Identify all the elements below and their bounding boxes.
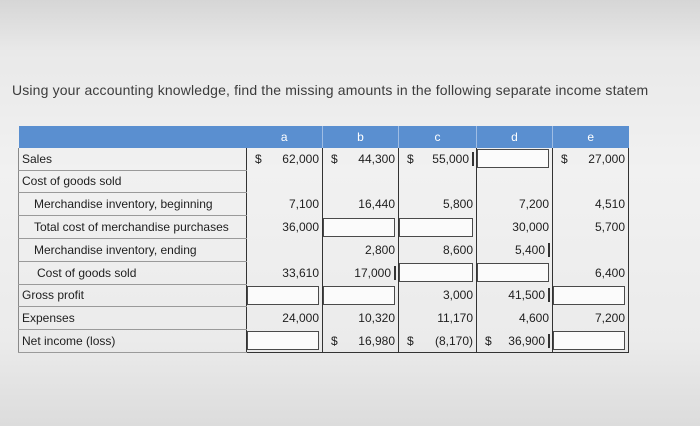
table-row xyxy=(19,193,629,216)
cell-a[interactable] xyxy=(247,330,323,353)
cell-value: 8,600 xyxy=(442,242,473,257)
answer-input[interactable] xyxy=(553,286,625,305)
cell-e xyxy=(553,238,629,261)
answer-input[interactable] xyxy=(399,218,473,237)
cell-b xyxy=(323,193,399,216)
cell-value: 16,440 xyxy=(358,197,395,212)
cell-c xyxy=(399,330,477,353)
cell-c xyxy=(399,193,477,216)
cell-c xyxy=(399,238,477,261)
cell-value xyxy=(247,152,322,166)
cell-value: 5,800 xyxy=(442,197,473,212)
cell-d xyxy=(477,193,553,216)
amount: (8,170) xyxy=(434,333,473,348)
cell-value: 17,000 xyxy=(323,266,396,280)
cell-value: 11,170 xyxy=(437,311,473,326)
cell-e xyxy=(553,307,629,330)
cell-value: 4,600 xyxy=(518,311,549,326)
cell-d xyxy=(477,238,553,261)
column-header-e: e xyxy=(553,126,629,148)
cell-c xyxy=(399,284,477,307)
row-label: Total cost of merchandise purchases xyxy=(19,216,247,239)
answer-input[interactable] xyxy=(247,286,319,305)
cell-value: 3,000 xyxy=(442,288,473,303)
cell-value: 24,000 xyxy=(282,311,319,326)
cell-value: 41,500 xyxy=(477,288,550,302)
row-label: Sales xyxy=(19,148,247,170)
cell-d xyxy=(477,330,553,353)
amount: 36,900 xyxy=(508,333,545,348)
cell-b xyxy=(323,330,399,353)
cell-c xyxy=(399,170,477,193)
cell-a xyxy=(247,216,323,239)
table-row xyxy=(19,238,629,261)
cell-value xyxy=(399,152,474,166)
cell-b xyxy=(323,238,399,261)
table-row xyxy=(19,148,629,170)
table-row xyxy=(19,216,629,239)
cell-b xyxy=(323,148,399,170)
row-label: Gross profit xyxy=(19,284,247,307)
column-header-b: b xyxy=(323,126,399,148)
row-label: Merchandise inventory, ending xyxy=(19,238,247,261)
currency-symbol: $ xyxy=(561,151,568,166)
cell-c[interactable] xyxy=(399,261,477,284)
cell-value: 33,610 xyxy=(282,265,319,280)
header-row xyxy=(19,126,629,148)
cell-b xyxy=(323,261,399,284)
answer-input[interactable] xyxy=(399,263,473,282)
cell-e xyxy=(553,193,629,216)
row-label: Merchandise inventory, beginning xyxy=(19,193,247,216)
cell-a xyxy=(247,148,323,170)
cell-a[interactable] xyxy=(247,284,323,307)
answer-input[interactable] xyxy=(477,263,549,282)
currency-symbol: $ xyxy=(255,151,262,166)
cell-b[interactable] xyxy=(323,284,399,307)
cell-d xyxy=(477,284,553,307)
amount: 62,000 xyxy=(282,151,319,166)
income-statement-table xyxy=(18,126,629,353)
cell-value: 10,320 xyxy=(358,311,395,326)
cell-b[interactable] xyxy=(323,216,399,239)
cell-a xyxy=(247,170,323,193)
table-row xyxy=(19,330,629,353)
amount: 16,980 xyxy=(358,333,395,348)
table-row xyxy=(19,284,629,307)
cell-value: 2,800 xyxy=(364,242,395,257)
table-row xyxy=(19,261,629,284)
currency-symbol: $ xyxy=(485,333,492,348)
cell-value xyxy=(323,334,398,348)
cell-value: 36,000 xyxy=(282,220,319,235)
cell-e xyxy=(553,170,629,193)
cell-a xyxy=(247,193,323,216)
cell-b xyxy=(323,170,399,193)
header-blank xyxy=(19,126,247,148)
cell-d xyxy=(477,170,553,193)
currency-symbol: $ xyxy=(407,333,414,348)
answer-input[interactable] xyxy=(553,331,625,350)
amount: 55,000 xyxy=(432,151,469,166)
cell-value: 30,000 xyxy=(512,220,549,235)
row-label: Cost of goods sold xyxy=(19,261,247,284)
currency-symbol: $ xyxy=(331,333,338,348)
table-row xyxy=(19,170,629,193)
answer-input[interactable] xyxy=(323,218,395,237)
cell-a xyxy=(247,238,323,261)
cell-value xyxy=(553,152,628,166)
cell-c xyxy=(399,148,477,170)
column-header-a: a xyxy=(247,126,323,148)
cell-value: 4,510 xyxy=(594,197,625,212)
row-label: Net income (loss) xyxy=(19,330,247,353)
cell-value xyxy=(323,152,398,166)
cell-c xyxy=(399,307,477,330)
table-row xyxy=(19,307,629,330)
cell-c[interactable] xyxy=(399,216,477,239)
cell-b xyxy=(323,307,399,330)
amount: 44,300 xyxy=(358,151,395,166)
column-header-d: d xyxy=(477,126,553,148)
cell-d[interactable] xyxy=(477,148,553,170)
cell-e[interactable] xyxy=(553,330,629,353)
cell-value xyxy=(399,334,476,348)
cell-value: 7,200 xyxy=(594,311,625,326)
cell-e xyxy=(553,148,629,170)
cell-value: 7,100 xyxy=(288,197,319,212)
answer-input[interactable] xyxy=(323,286,395,305)
answer-input[interactable] xyxy=(477,149,549,168)
cell-value: 5,400 xyxy=(477,243,550,257)
cell-d xyxy=(477,216,553,239)
row-label: Expenses xyxy=(19,307,247,330)
question-text: Using your accounting knowledge, find the missing amounts in the following separate income statem xyxy=(12,82,649,98)
cell-value: 5,700 xyxy=(594,220,625,235)
cell-e[interactable] xyxy=(553,284,629,307)
cell-d[interactable] xyxy=(477,261,553,284)
cell-a xyxy=(247,307,323,330)
answer-input[interactable] xyxy=(247,331,319,350)
column-header-c: c xyxy=(399,126,477,148)
cell-e xyxy=(553,216,629,239)
cell-value: 6,400 xyxy=(594,265,625,280)
cell-d xyxy=(477,307,553,330)
cell-e xyxy=(553,261,629,284)
row-label: Cost of goods sold xyxy=(19,170,247,193)
currency-symbol: $ xyxy=(407,151,414,166)
amount: 27,000 xyxy=(588,151,625,166)
cell-value xyxy=(477,334,550,348)
cell-value: 7,200 xyxy=(518,197,549,212)
currency-symbol: $ xyxy=(331,151,338,166)
cell-a xyxy=(247,261,323,284)
